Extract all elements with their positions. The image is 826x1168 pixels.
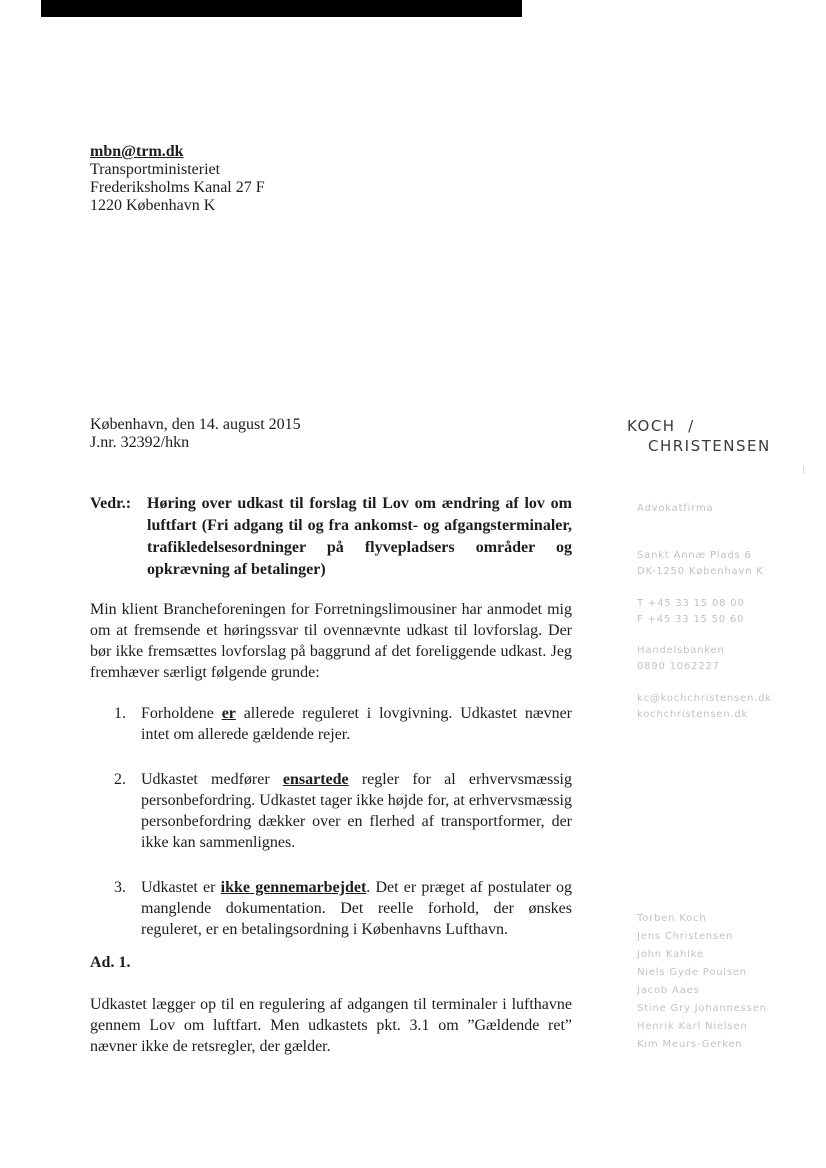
recipient-email[interactable]: mbn@trm.dk xyxy=(90,143,184,160)
recipient-address xyxy=(90,143,572,215)
section-paragraph: Udkastet lægger op til en regulering af adgangen til terminaler i lufthavne gennem Lov om luftfart. Men udkastets pkt. 3.1 om ”Gældende ret” nævner ikke de retsregler, der gælder. xyxy=(90,996,572,1055)
person-name: Henrik Karl Nielsen xyxy=(637,1021,748,1032)
item-number: 1. xyxy=(114,705,126,722)
scan-edge-mark xyxy=(803,466,804,474)
address-line: DK-1250 København K xyxy=(637,566,764,577)
person-name: Jacob Aaes xyxy=(637,985,700,996)
fax-number: F +45 33 15 50 60 xyxy=(637,614,745,625)
firm-address xyxy=(637,548,764,580)
person-name: Torben Koch xyxy=(637,913,707,924)
intro-paragraph: Min klient Brancheforeningen for Forretningslimousiner har anmodet mig om at fremsende et høringssvar til ovennævnte udkast til lovforslag. Der bør ikke fremsættes lovforslag på baggrund af det foreliggende udkast. Jeg fremhæver særligt følgende grunde: xyxy=(90,601,572,681)
firm-logo xyxy=(627,416,771,456)
redaction-bar xyxy=(41,0,522,17)
person-name: Niels Gyde Poulsen xyxy=(637,967,747,978)
person-name: John Kahlke xyxy=(637,949,704,960)
item-text: regler for al erhvervsmæssig personbefordring. Udkastet tager ikke højde for, at erhvervsmæssig personbefordring dækker over en flerhed af transportformer, der ikke kan sammenlignes. xyxy=(141,771,573,851)
recipient-org: Transportministeriet xyxy=(90,161,221,178)
reasons-list xyxy=(90,703,572,940)
list-item xyxy=(90,877,572,940)
item-emphasis: er xyxy=(221,705,236,722)
item-emphasis: ensartede xyxy=(282,771,349,788)
bank-name: Handelsbanken xyxy=(637,645,725,656)
item-text: Udkastet er xyxy=(141,879,221,896)
subject-label: Vedr.: xyxy=(90,495,132,512)
recipient-city: 1220 København K xyxy=(90,197,216,214)
journal-number: J.nr. 32392/hkn xyxy=(90,434,190,451)
date-block xyxy=(90,416,572,452)
firm-phones xyxy=(637,596,745,628)
item-text: allerede reguleret i lovgivning. Udkastet nævner intet om allerede gældende rejer. xyxy=(141,705,572,743)
subject-block xyxy=(90,493,572,581)
logo-line-2: CHRISTENSEN xyxy=(648,437,771,455)
list-item xyxy=(90,769,572,853)
item-emphasis: ikke gennemarbejdet xyxy=(220,879,367,896)
firm-bank xyxy=(637,643,725,675)
firm-website-link[interactable]: kochchristensen.dk xyxy=(637,709,749,720)
person-name: Jens Christensen xyxy=(637,931,734,942)
date-line: København, den 14. august 2015 xyxy=(90,416,301,433)
item-text: Udkastet medfører xyxy=(141,771,283,788)
item-text: . Det er præget af postulater og manglende dokumentation. Det reelle forhold, der ønskes reguleret, er en betalingsordning i Københavns Lufthavn. xyxy=(141,879,572,938)
firm-contact xyxy=(637,691,772,723)
list-item xyxy=(90,703,572,745)
firm-email-link[interactable]: kc@kochchristensen.dk xyxy=(637,693,772,704)
recipient-street: Frederiksholms Kanal 27 F xyxy=(90,179,265,196)
logo-line-1: KOCH / xyxy=(627,417,695,435)
item-text: Forholdene xyxy=(141,705,222,722)
section-heading: Ad. 1. xyxy=(90,954,131,971)
phone-number: T +45 33 15 08 00 xyxy=(637,598,745,609)
bank-account: 0890 1062227 xyxy=(637,661,720,672)
subject-text: Høring over udkast til forslag til Lov om ændring af lov om luftfart (Fri adgang til og fra ankomst- og afgangsterminaler, trafikledelsesordninger på flyvepladsers områder og opkrævning af betalinger) xyxy=(147,495,572,578)
person-name: Kim Meurs-Gerken xyxy=(637,1039,743,1050)
item-number: 2. xyxy=(114,771,126,788)
address-line: Sankt Annæ Plads 6 xyxy=(637,550,752,561)
firm-type: Advokatfirma xyxy=(637,503,714,514)
item-number: 3. xyxy=(114,879,126,896)
firm-people-list xyxy=(637,910,767,1054)
person-name: Stine Gry Johannessen xyxy=(637,1003,767,1014)
